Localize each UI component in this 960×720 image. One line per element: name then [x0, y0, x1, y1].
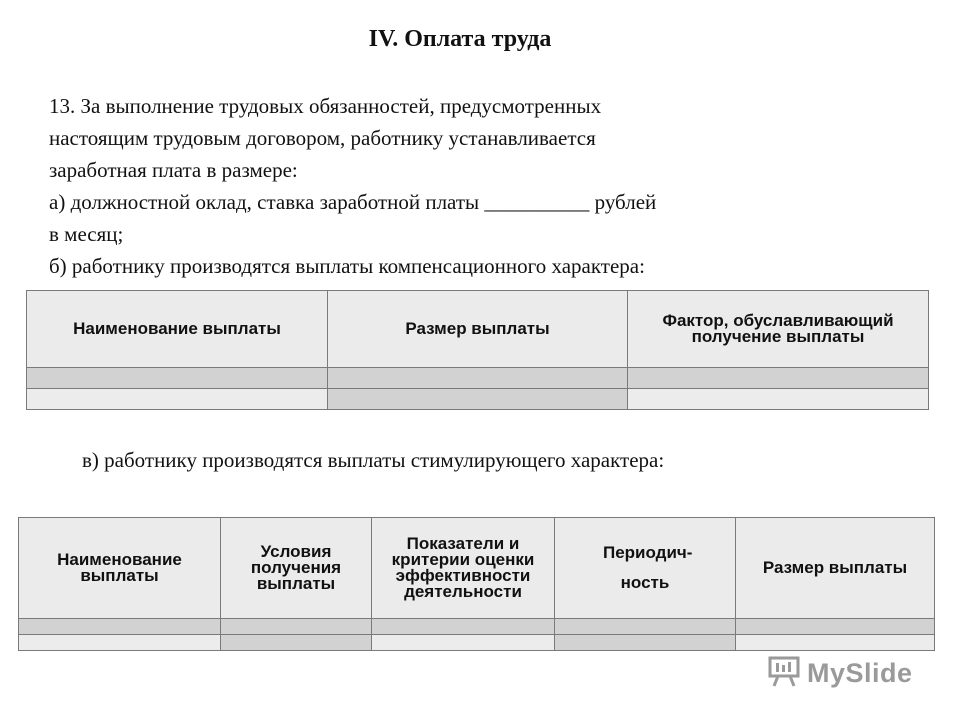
presentation-board-icon — [767, 654, 801, 693]
compensation-payments-table — [26, 290, 929, 410]
table-cell[interactable] — [372, 619, 555, 635]
table-row — [19, 619, 935, 635]
table-cell[interactable] — [328, 368, 628, 389]
myslide-logo — [767, 656, 913, 690]
header-payment-factor: Фактор, обуславливающий получение выплаты — [628, 291, 929, 368]
table-cell[interactable] — [27, 368, 328, 389]
paragraph-line: 13. За выполнение трудовых обязанностей, предусмотренных — [49, 94, 602, 118]
table-row — [27, 389, 929, 410]
table-cell[interactable] — [27, 389, 328, 410]
table-cell[interactable] — [221, 635, 372, 651]
table-row — [27, 368, 929, 389]
table-cell[interactable] — [628, 389, 929, 410]
paragraph-line: заработная плата в размере: — [49, 158, 298, 182]
table-cell[interactable] — [555, 619, 736, 635]
header-payment-name: Наименование выплаты — [27, 291, 328, 368]
header-payment-conditions: Условия получения выплаты — [221, 518, 372, 619]
paragraph-line: настоящим трудовым договором, работнику устанавливается — [49, 126, 596, 150]
table-cell[interactable] — [736, 619, 935, 635]
incentive-payments-table — [18, 517, 935, 651]
clause-13-text — [49, 90, 849, 282]
table-cell[interactable] — [221, 619, 372, 635]
table-cell[interactable] — [555, 635, 736, 651]
header-payment-amount: Размер выплаты — [736, 518, 935, 619]
table-row — [19, 635, 935, 651]
table-header-row — [19, 518, 935, 619]
paragraph-line: в месяц; — [49, 222, 124, 246]
table-cell[interactable] — [19, 635, 221, 651]
paragraph-line: а) должностной оклад, ставка заработной платы __________ рублей — [49, 190, 657, 214]
paragraph-line: б) работнику производятся выплаты компенсационного характера: — [49, 254, 645, 278]
table-cell[interactable] — [628, 368, 929, 389]
logo-text: MySlide — [807, 657, 913, 688]
header-performance-criteria: Показатели и критерии оценки эффективности деятельности — [372, 518, 555, 619]
table-cell[interactable] — [736, 635, 935, 651]
clause-c-text: в) работнику производятся выплаты стимулирующего характера: — [82, 448, 665, 472]
table-header-row — [27, 291, 929, 368]
header-payment-name: Наименование выплаты — [19, 518, 221, 619]
section-title: IV. Оплата труда — [368, 26, 552, 52]
table-cell[interactable] — [372, 635, 555, 651]
table-cell[interactable] — [328, 389, 628, 410]
header-payment-amount: Размер выплаты — [328, 291, 628, 368]
header-periodicity: Периодич-ность — [555, 518, 736, 619]
table-cell[interactable] — [19, 619, 221, 635]
